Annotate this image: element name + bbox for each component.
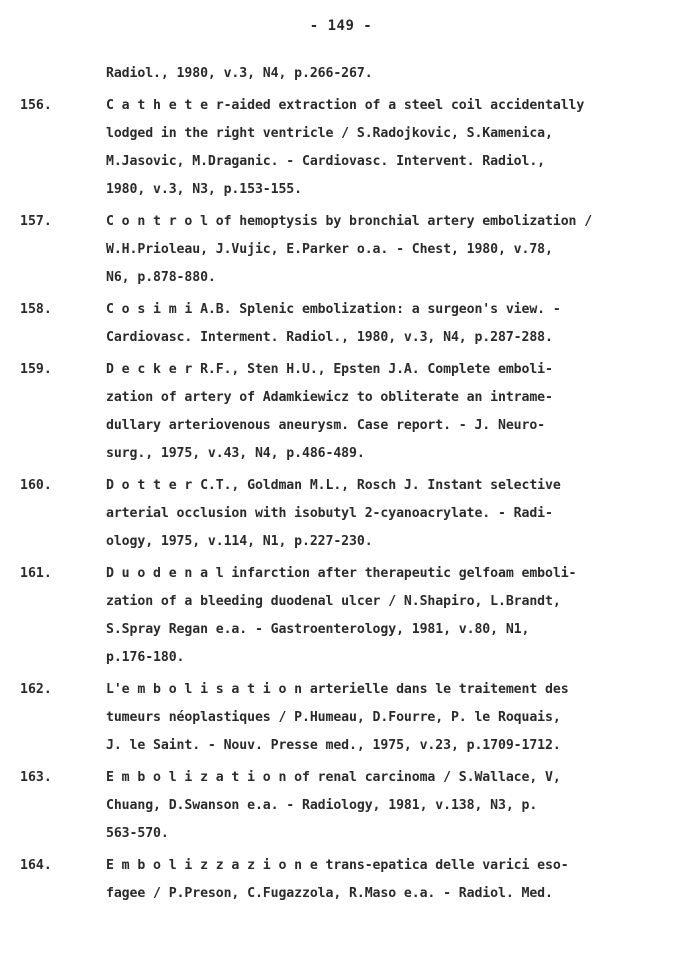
reference-number: 156. <box>20 98 52 113</box>
reference-line: p.176-180. <box>106 650 185 665</box>
reference-entry <box>0 560 682 672</box>
reference-line: Chuang, D.Swanson e.a. - Radiology, 1981, v.138, N3, p. <box>106 798 538 813</box>
reference-line: Cardiovasc. Interment. Radiol., 1980, v.3, N4, p.287-288. <box>106 330 553 345</box>
reference-entry <box>0 764 682 848</box>
reference-number: 157. <box>20 214 52 229</box>
reference-line: tumeurs néoplastiques / P.Humeau, D.Fourre, P. le Roquais, <box>106 710 561 725</box>
reference-line: arterial occlusion with isobutyl 2-cyanoacrylate. - Radi- <box>106 506 553 521</box>
reference-list <box>0 60 682 912</box>
reference-line: D u o d e n a l infarction after therapeutic gelfoam emboli- <box>106 566 577 581</box>
reference-line: fagee / P.Preson, C.Fugazzola, R.Maso e.a. - Radiol. Med. <box>106 886 553 901</box>
reference-entry <box>0 208 682 292</box>
reference-entry <box>0 356 682 468</box>
reference-number: 159. <box>20 362 52 377</box>
reference-line: D e c k e r R.F., Sten H.U., Epsten J.A. Complete emboli- <box>106 362 553 377</box>
reference-line: C a t h e t e r-aided extraction of a steel coil accidentally <box>106 98 585 113</box>
reference-line: 1980, v.3, N3, p.153-155. <box>106 182 302 197</box>
reference-number: 164. <box>20 858 52 873</box>
reference-line: 563-570. <box>106 826 169 841</box>
reference-entry <box>0 92 682 204</box>
reference-line: W.H.Prioleau, J.Vujic, E.Parker o.a. - Chest, 1980, v.78, <box>106 242 553 257</box>
reference-line: J. le Saint. - Nouv. Presse med., 1975, v.23, p.1709-1712. <box>106 738 561 753</box>
reference-number: 162. <box>20 682 52 697</box>
page-number: - 149 - <box>309 18 373 34</box>
reference-line: zation of artery of Adamkiewicz to obliterate an intrame- <box>106 390 553 405</box>
reference-entry <box>0 676 682 760</box>
reference-entry <box>0 60 682 88</box>
reference-line: M.Jasovic, M.Draganic. - Cardiovasc. Intervent. Radiol., <box>106 154 546 169</box>
reference-line: L'e m b o l i s a t i o n arterielle dans le traitement des <box>106 682 569 697</box>
reference-line: lodged in the right ventricle / S.Radojkovic, S.Kamenica, <box>106 126 553 141</box>
reference-number: 161. <box>20 566 52 581</box>
reference-line: D o t t e r C.T., Goldman M.L., Rosch J. Instant selective <box>106 478 561 493</box>
reference-number: 158. <box>20 302 52 317</box>
reference-line: E m b o l i z a t i o n of renal carcinoma / S.Wallace, V, <box>106 770 561 785</box>
reference-number: 163. <box>20 770 52 785</box>
reference-line: C o s i m i A.B. Splenic embolization: a surgeon's view. - <box>106 302 561 317</box>
reference-line: dullary arteriovenous aneurysm. Case report. - J. Neuro- <box>106 418 546 433</box>
reference-number: 160. <box>20 478 52 493</box>
reference-line: E m b o l i z z a z i o n e trans-epatica delle varici eso- <box>106 858 569 873</box>
reference-line: ology, 1975, v.114, N1, p.227-230. <box>106 534 373 549</box>
reference-line: C o n t r o l of hemoptysis by bronchial artery embolization / <box>106 214 593 229</box>
reference-entry <box>0 296 682 352</box>
reference-line: zation of a bleeding duodenal ulcer / N.Shapiro, L.Brandt, <box>106 594 561 609</box>
reference-line: Radiol., 1980, v.3, N4, p.266-267. <box>106 66 373 81</box>
reference-entry <box>0 472 682 556</box>
reference-line: N6, p.878-880. <box>106 270 216 285</box>
reference-line: S.Spray Regan e.a. - Gastroenterology, 1981, v.80, N1, <box>106 622 530 637</box>
reference-line: surg., 1975, v.43, N4, p.486-489. <box>106 446 365 461</box>
reference-entry <box>0 852 682 908</box>
